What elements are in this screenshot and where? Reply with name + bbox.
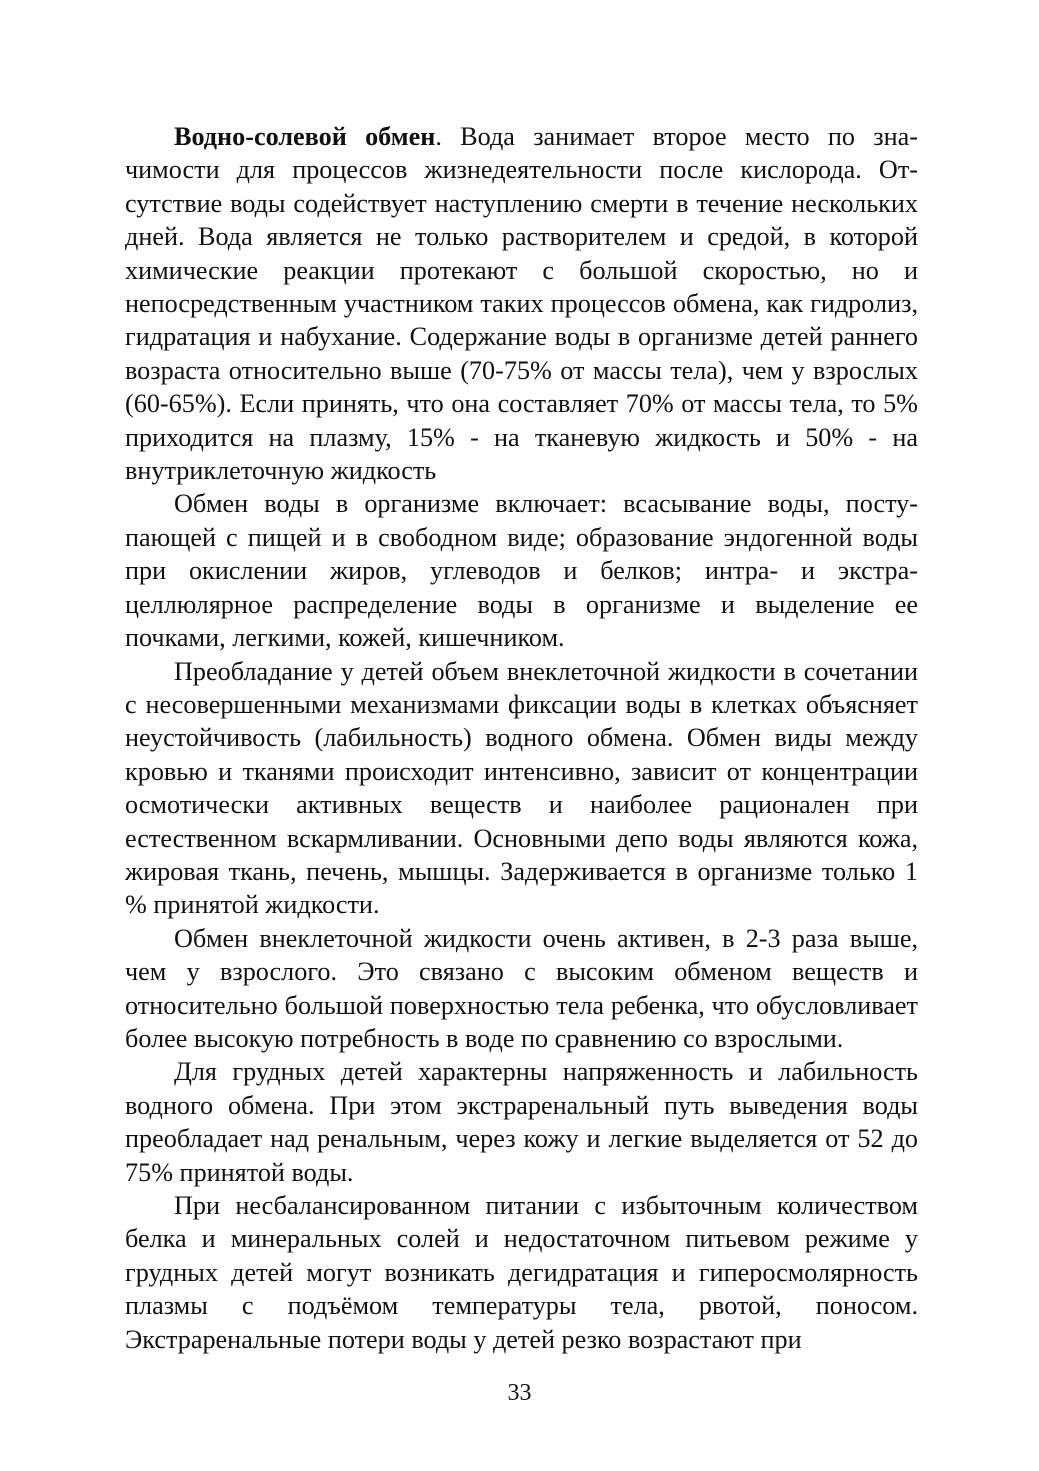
paragraph-text: . Вода занимает второе место по значимости для процессов жизнедеятельности после кислорода. Отсутствие воды содействует наступлению смерти в течение нескольких дней. Вода является не только растворителем и средой, в которой химические реакции протекают с большой скоростью, но и непосредственным участником таких процессов обмена, как гидролиз, гидратация и набухание. Содержание воды в организме детей раннего возраста относительно выше (70-75% от массы тела), чем у взрослых (60-65%). Если принять, что она составляет 70% от массы тела, то 5% приходится на плазму, 15% - на тканевую жидкость и 50% - на внутриклеточную жидкость — [125, 122, 918, 486]
body-text — [125, 120, 918, 1356]
paragraph-text: Обмен воды в организме включает: всасывание воды, поступающей с пищей и в свободном виде; образование эндогенной воды при окислении жиров, углеводов и белков; интра- и экстрацеллюлярное распределение воды в организме и выделение ее почками, легкими, кожей, кишечником. — [125, 489, 918, 653]
paragraph-text: Для грудных детей характерны напряженность и лабильность водного обмена. При этом экстраренальный путь выведения воды преобладает над ренальным, через кожу и легкие выделяется от 52 до 75% принятой воды. — [125, 1057, 918, 1187]
paragraph-infants — [125, 1055, 918, 1189]
paragraph-extracellular-fluid — [125, 655, 918, 922]
paragraph-text: Преобладание у детей объем внеклеточной жидкости в сочетании с несовершенными механизмами фиксации воды в клетках объясняет неустойчивость (лабильность) водного обмена. Обмен виды между кровью и тканями происходит интенсивно, зависит от концентрации осмотически активных веществ и наиболее рационален при естественном вскармливании. Основными депо воды являются кожа, жировая ткань, печень, мышцы. Задерживается в организме только 1 % принятой жидкости. — [125, 656, 918, 920]
paragraph-extracellular-exchange — [125, 922, 918, 1056]
paragraph-text: При несбалансированном питании с избыточным количеством белка и минеральных солей и недостаточном питьевом режиме у грудных детей могут возникать дегидратация и гиперосмолярность плазмы с подъёмом температуры тела, рвотой, поносом. Экстраренальные потери воды у детей резко возрастают при — [125, 1191, 918, 1354]
page-number: 33 — [507, 1380, 532, 1406]
section-heading-inline: Водно-солевой обмен — [174, 122, 436, 151]
paragraph-unbalanced-diet — [125, 1189, 918, 1356]
paragraph-text: Обмен внеклеточной жидкости очень активен, в 2-3 раза выше, чем у взрослого. Это связано с высоким обменом веществ и относительно большой поверхностью тела ребенка, что обусловливает более высокую потребность в воде по сравнению со взрослыми. — [125, 923, 918, 1053]
paragraph-water-salt-exchange — [125, 120, 918, 487]
paragraph-water-exchange — [125, 487, 918, 654]
